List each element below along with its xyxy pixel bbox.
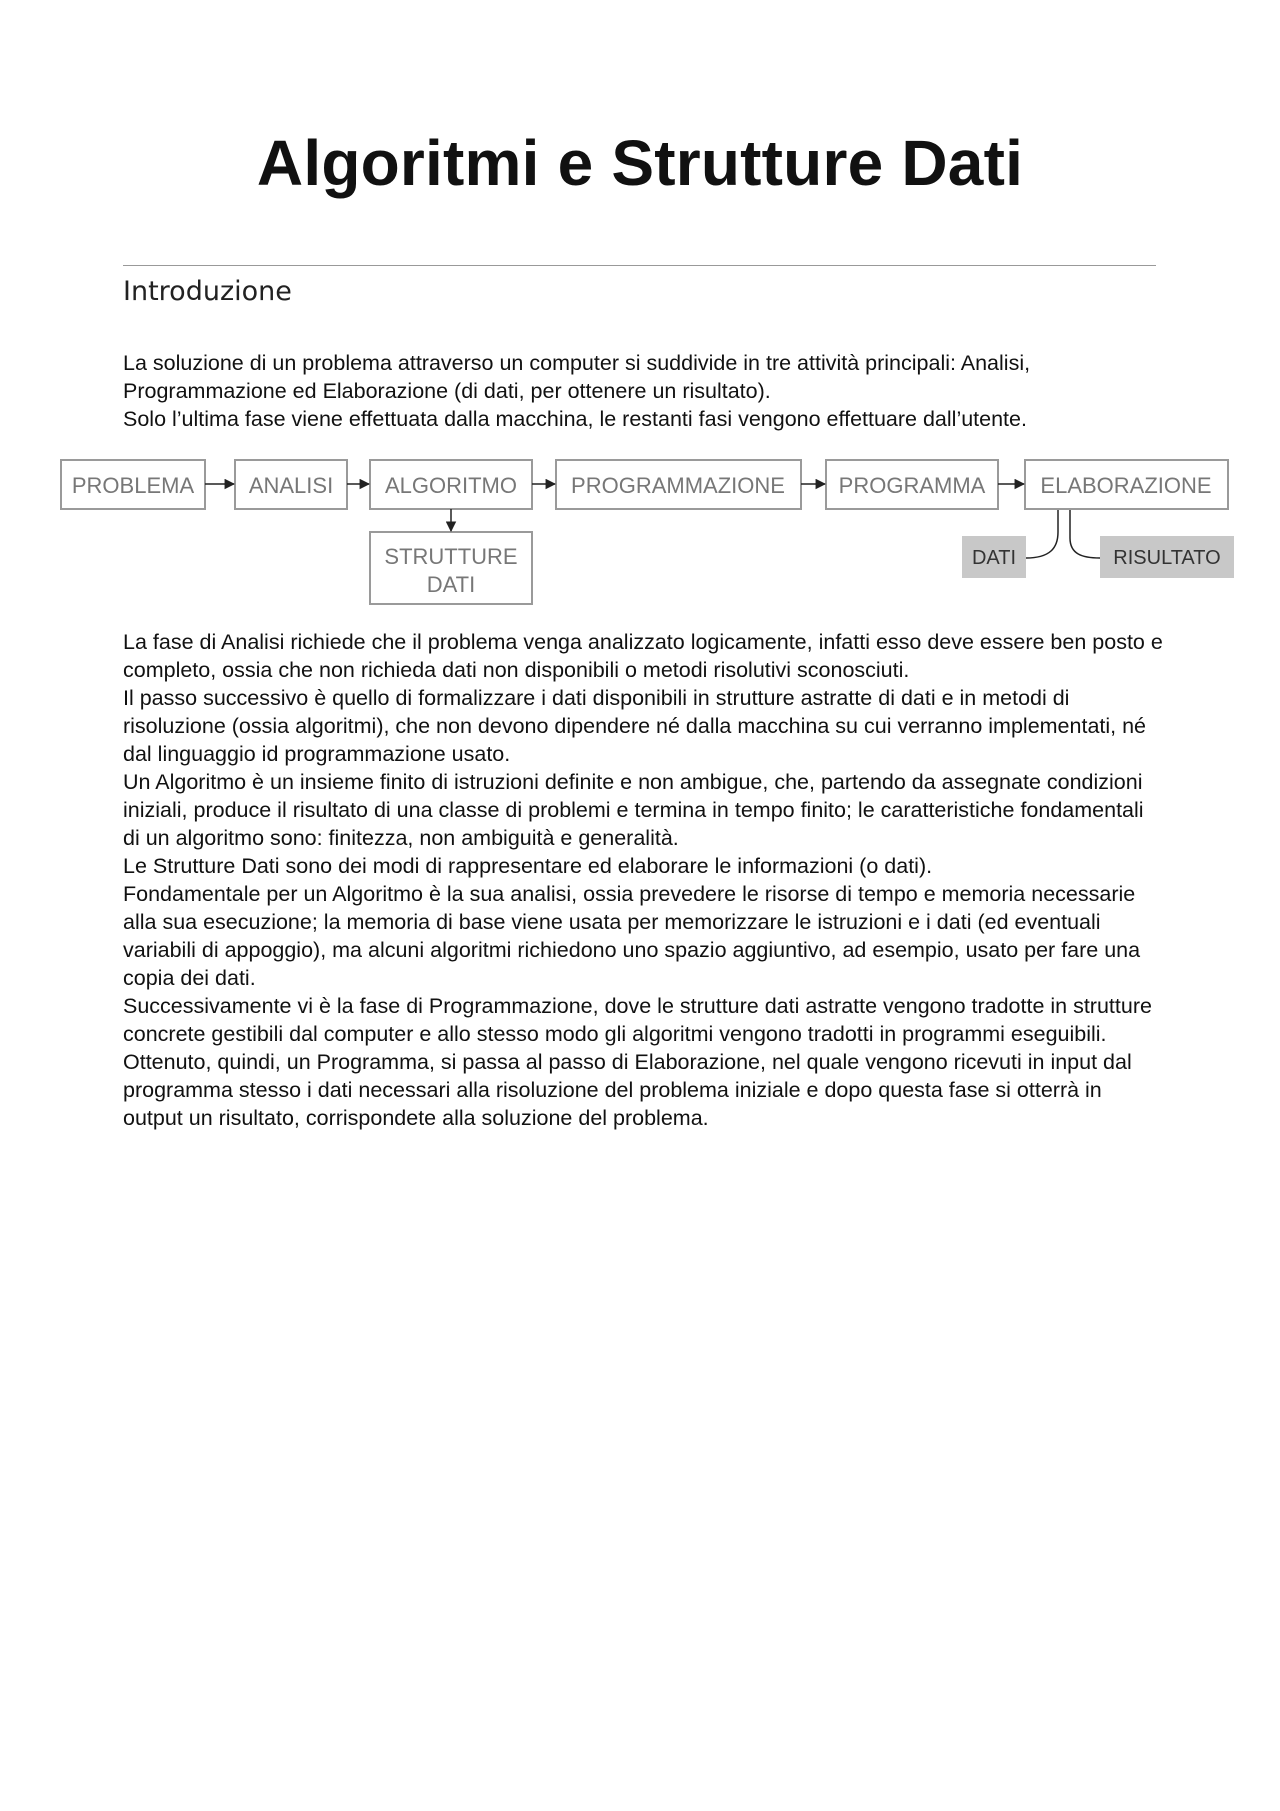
intro-text [123, 349, 1163, 433]
box-problema [61, 460, 205, 509]
body-paragraph: Ottenuto, quindi, un Programma, si passa al passo di Elaborazione, nel quale vengono ricevuti in input dal programma stesso i dati necessari alla risoluzione del problema iniziale e dopo questa fase si otterrà in output un risultato, corrispondete alla soluzione del problema. [123, 1050, 1132, 1130]
title-divider [123, 265, 1156, 266]
body-text [123, 628, 1163, 1132]
box-risultato [1100, 536, 1234, 578]
box-analisi-label: ANALISI [248, 473, 334, 498]
body-paragraph: Le Strutture Dati sono dei modi di rappresentare ed elaborare le informazioni (o dati). [123, 854, 933, 878]
box-programma [826, 460, 998, 509]
box-dati [962, 536, 1026, 578]
body-paragraph: Successivamente vi è la fase di Programmazione, dove le strutture dati astratte vengono tradotte in strutture concrete gestibili dal computer e allo stesso modo gli algoritmi vengono tradotti in programmi eseguibili. [123, 994, 1152, 1046]
body-paragraph: Il passo successivo è quello di formalizzare i dati disponibili in strutture astratte di dati e in metodi di risoluzione (ossia algoritmi), che non devono dipendere né dalla macchina su cui verranno implementati, né dal linguaggio id programmazione usato. [123, 686, 1147, 766]
box-risultato-label: RISULTATO [1113, 547, 1221, 569]
connector-elaborazione-risultato [1070, 510, 1100, 558]
section-heading: Introduzione [123, 276, 292, 307]
box-programmazione [556, 460, 801, 509]
body-paragraph: Fondamentale per un Algoritmo è la sua analisi, ossia prevedere le risorse di tempo e memoria necessarie alla sua esecuzione; la memoria di base viene usata per memorizzare le istruzioni e i dati (ed eventuali variabili di appoggio), ma alcuni algoritmi richiedono uno spazio aggiuntivo, ad esempio, usato per fare una copia dei dati. [123, 882, 1141, 990]
body-paragraph: La fase di Analisi richiede che il problema venga analizzato logicamente, infatti esso deve essere ben posto e completo, ossia che non richieda dati non disponibili o metodi risolutivi sconosciuti. [123, 630, 1163, 682]
box-algoritmo-label: ALGORITMO [384, 473, 518, 498]
box-programma-label: PROGRAMMA [838, 473, 986, 498]
box-algoritmo [370, 460, 532, 509]
box-programmazione-label: PROGRAMMAZIONE [571, 473, 785, 498]
box-elaborazione [1025, 460, 1228, 509]
process-diagram [0, 450, 1280, 615]
box-elaborazione-label: ELABORAZIONE [1040, 473, 1212, 498]
intro-paragraph: Solo l’ultima fase viene effettuata dalla macchina, le restanti fasi vengono effettuare dall’utente. [123, 407, 1027, 431]
box-strutture-label-2: DATI [426, 572, 476, 597]
box-problema-label: PROBLEMA [71, 473, 195, 498]
connector-dati-elaborazione [1026, 510, 1058, 558]
page-title: Algoritmi e Strutture Dati [256, 127, 1024, 199]
box-strutture-dati [370, 532, 532, 604]
box-dati-label: DATI [971, 547, 1017, 569]
box-analisi [235, 460, 347, 509]
intro-paragraph: La soluzione di un problema attraverso un computer si suddivide in tre attività principali: Analisi, Programmazione ed Elaborazione (di dati, per ottenere un risultato). [123, 351, 1031, 403]
box-strutture-label-1: STRUTTURE [384, 544, 518, 569]
body-paragraph: Un Algoritmo è un insieme finito di istruzioni definite e non ambigue, che, partendo da assegnate condizioni iniziali, produce il risultato di una classe di problemi e termina in tempo finito; le caratteristiche fondamentali di un algoritmo sono: finitezza, non ambiguità e generalità. [123, 770, 1144, 850]
